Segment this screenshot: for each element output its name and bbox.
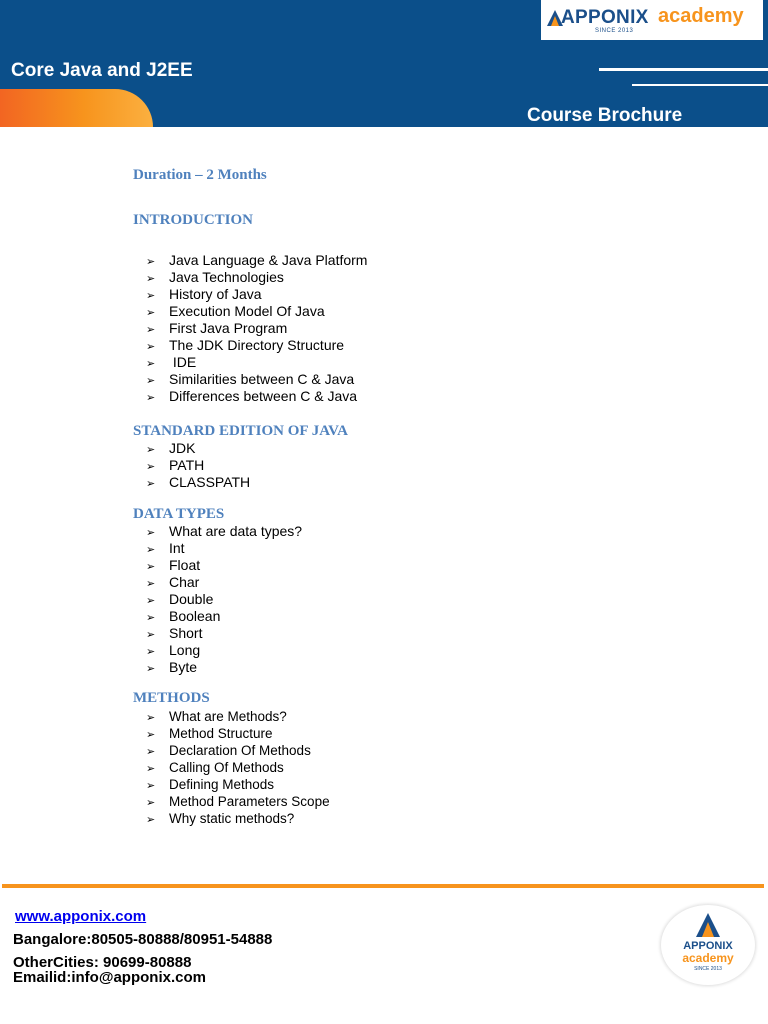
data-types-topic-list bbox=[146, 523, 302, 676]
footer-brand-logo bbox=[661, 905, 755, 985]
arrow-bullet-icon: ➢ bbox=[146, 526, 156, 539]
arrow-bullet-icon: ➢ bbox=[146, 645, 156, 658]
list-item: ➢ Similarities between C & Java bbox=[146, 371, 355, 387]
arrow-bullet-icon: ➢ bbox=[146, 477, 156, 490]
arrow-bullet-icon: ➢ bbox=[146, 357, 156, 370]
brand-name: APPONIX bbox=[561, 7, 649, 28]
arrow-bullet-icon: ➢ bbox=[146, 662, 156, 675]
footer-divider bbox=[2, 884, 764, 888]
list-item: ➢ Boolean bbox=[146, 608, 221, 624]
orange-accent-shape bbox=[0, 89, 153, 127]
brand-academy: academy bbox=[658, 5, 744, 27]
list-item: ➢ History of Java bbox=[146, 286, 262, 302]
list-item: ➢ What are Methods? bbox=[146, 709, 287, 724]
arrow-bullet-icon: ➢ bbox=[146, 391, 156, 404]
list-item: ➢ Defining Methods bbox=[146, 777, 275, 792]
list-item: ➢ Differences between C & Java bbox=[146, 388, 358, 404]
section-title-standard-edition: STANDARD EDITION OF JAVA bbox=[133, 423, 348, 439]
arrow-bullet-icon: ➢ bbox=[146, 272, 156, 285]
header-banner bbox=[0, 0, 768, 127]
standard-edition-topic-list bbox=[146, 440, 250, 491]
list-item: ➢ Long bbox=[146, 642, 201, 658]
website-link[interactable]: www.apponix.com bbox=[15, 908, 147, 925]
introduction-topic-list bbox=[146, 252, 367, 405]
list-item: ➢ Double bbox=[146, 591, 214, 607]
arrow-bullet-icon: ➢ bbox=[146, 374, 156, 387]
list-item: ➢ Byte bbox=[146, 659, 198, 675]
section-title-introduction: INTRODUCTION bbox=[133, 212, 254, 228]
arrow-bullet-icon: ➢ bbox=[146, 745, 156, 758]
arrow-bullet-icon: ➢ bbox=[146, 289, 156, 302]
course-title: Core Java and J2EE bbox=[11, 60, 193, 81]
arrow-bullet-icon: ➢ bbox=[146, 779, 156, 792]
list-item: ➢ Method Structure bbox=[146, 726, 273, 741]
arrow-bullet-icon: ➢ bbox=[146, 460, 156, 473]
other-cities-phone: OtherCities: 90699-80888 bbox=[13, 954, 192, 971]
bangalore-phone: Bangalore:80505-80888/80951-54888 bbox=[13, 931, 273, 948]
list-item: ➢ Float bbox=[146, 557, 201, 573]
apponix-logo-icon bbox=[696, 913, 720, 937]
list-item: ➢ PATH bbox=[146, 457, 205, 473]
arrow-bullet-icon: ➢ bbox=[146, 577, 156, 590]
footer-brand-since: SINCE 2013 bbox=[694, 966, 722, 972]
list-item: ➢ Short bbox=[146, 625, 203, 641]
list-item: ➢ CLASSPATH bbox=[146, 474, 251, 490]
list-item: ➢ Java Language & Java Platform bbox=[146, 252, 368, 268]
brand-logo bbox=[541, 0, 763, 40]
list-item: ➢ JDK bbox=[146, 440, 196, 456]
list-item: ➢ The JDK Directory Structure bbox=[146, 337, 345, 353]
arrow-bullet-icon: ➢ bbox=[146, 306, 156, 319]
section-title-data-types: DATA TYPES bbox=[133, 506, 225, 522]
arrow-bullet-icon: ➢ bbox=[146, 813, 156, 826]
brand-since: SINCE 2013 bbox=[595, 28, 634, 34]
footer-brand-academy: academy bbox=[682, 951, 734, 965]
list-item: ➢ What are data types? bbox=[146, 523, 303, 539]
header-divider-line-short bbox=[632, 84, 768, 86]
arrow-bullet-icon: ➢ bbox=[146, 323, 156, 336]
contact-email: Emailid:info@apponix.com bbox=[13, 969, 206, 986]
arrow-bullet-icon: ➢ bbox=[146, 728, 156, 741]
list-item: ➢ Int bbox=[146, 540, 185, 556]
arrow-bullet-icon: ➢ bbox=[146, 611, 156, 624]
arrow-bullet-icon: ➢ bbox=[146, 340, 156, 353]
arrow-bullet-icon: ➢ bbox=[146, 628, 156, 641]
list-item: ➢ IDE bbox=[146, 354, 197, 370]
list-item: ➢ Java Technologies bbox=[146, 269, 284, 285]
section-title-methods: METHODS bbox=[133, 690, 210, 706]
arrow-bullet-icon: ➢ bbox=[146, 762, 156, 775]
list-item: ➢ Calling Of Methods bbox=[146, 760, 284, 775]
list-item: ➢ Declaration Of Methods bbox=[146, 743, 311, 758]
course-duration: Duration – 2 Months bbox=[133, 167, 267, 183]
list-item: ➢ Char bbox=[146, 574, 200, 590]
header-divider-line bbox=[599, 68, 768, 71]
brochure-label: Course Brochure bbox=[527, 105, 683, 126]
arrow-bullet-icon: ➢ bbox=[146, 255, 156, 268]
arrow-bullet-icon: ➢ bbox=[146, 443, 156, 456]
list-item: ➢ Why static methods? bbox=[146, 811, 295, 826]
footer-brand-name: APPONIX bbox=[683, 940, 733, 952]
methods-topic-list bbox=[146, 708, 330, 827]
arrow-bullet-icon: ➢ bbox=[146, 594, 156, 607]
arrow-bullet-icon: ➢ bbox=[146, 560, 156, 573]
arrow-bullet-icon: ➢ bbox=[146, 796, 156, 809]
arrow-bullet-icon: ➢ bbox=[146, 543, 156, 556]
list-item: ➢ Method Parameters Scope bbox=[146, 794, 330, 809]
list-item: ➢ Execution Model Of Java bbox=[146, 303, 325, 319]
arrow-bullet-icon: ➢ bbox=[146, 711, 156, 724]
list-item: ➢ First Java Program bbox=[146, 320, 288, 336]
